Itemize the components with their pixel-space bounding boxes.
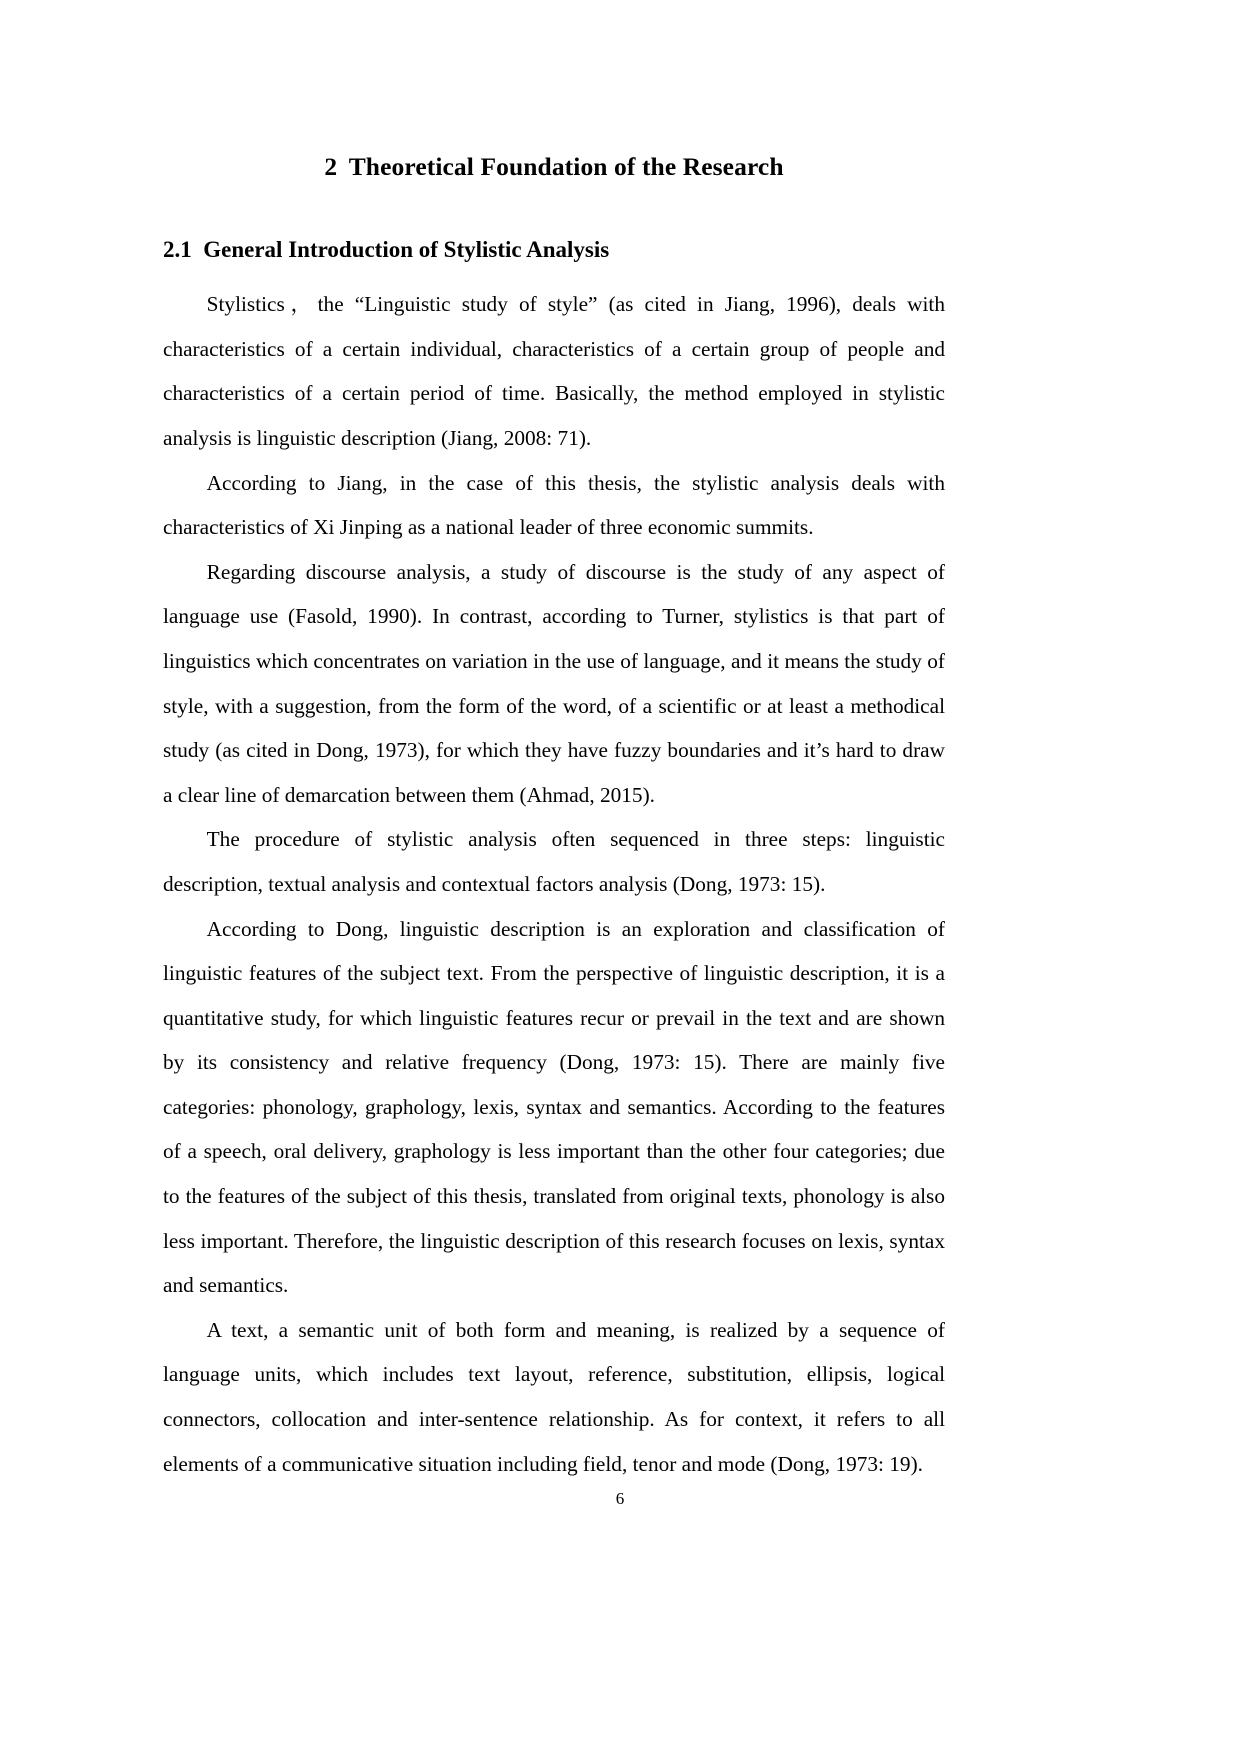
chapter-number: 2	[324, 152, 338, 181]
paragraph: Stylistics，the “Linguistic study of style” (as cited in Jiang, 1996), deals with characteristics of a certain individual, characteristics of a certain group of people and characteristics of a certain period of time. Basically, the method employed in stylistic analysis is linguistic description (Jiang, 2008: 71).	[163, 292, 945, 450]
section-number: 2.1	[163, 236, 192, 262]
section-heading	[163, 183, 945, 264]
page-content	[163, 0, 945, 1486]
page-number: 6	[615, 1489, 625, 1508]
paragraph: A text, a semantic unit of both form and meaning, is realized by a sequence of language units, which includes text layout, reference, substitution, ellipsis, logical connectors, collocation and inter-sentence relationship. As for context, it refers to all elements of a communicative situation including field, tenor and mode (Dong, 1973: 19).	[163, 1317, 945, 1476]
paragraph: According to Jiang, in the case of this thesis, the stylistic analysis deals with characteristics of Xi Jinping as a national leader of three economic summits.	[163, 470, 945, 540]
chapter-title-text: Theoretical Foundation of the Research	[348, 152, 784, 181]
paragraph: The procedure of stylistic analysis often sequenced in three steps: linguistic description, textual analysis and contextual factors analysis (Dong, 1973: 15).	[163, 827, 945, 896]
chapter-title	[163, 0, 945, 183]
paragraph: According to Dong, linguistic description is an exploration and classification of linguistic features of the subject text. From the perspective of linguistic description, it is a quantitative study, for which linguistic features recur or prevail in the text and are shown by its consistency and relative frequency (Dong, 1973: 15). There are mainly five categories: phonology, graphology, lexis, syntax and semantics. According to the features of a speech, oral delivery, graphology is less important than the other four categories; due to the features of the subject of this thesis, translated from original texts, phonology is also less important. Therefore, the linguistic description of this research focuses on lexis, syntax and semantics.	[163, 916, 945, 1298]
section-title-text: General Introduction of Stylistic Analysis	[203, 236, 610, 262]
paragraph: Regarding discourse analysis, a study of discourse is the study of any aspect of language use (Fasold, 1990). In contrast, according to Turner, stylistics is that part of linguistics which concentrates on variation in the use of language, and it means the study of style, with a suggestion, from the form of the word, of a scientific or at least a methodical study (as cited in Dong, 1973), for which they have fuzzy boundaries and it’s hard to draw a clear line of demarcation between them (Ahmad, 2015).	[163, 559, 945, 807]
